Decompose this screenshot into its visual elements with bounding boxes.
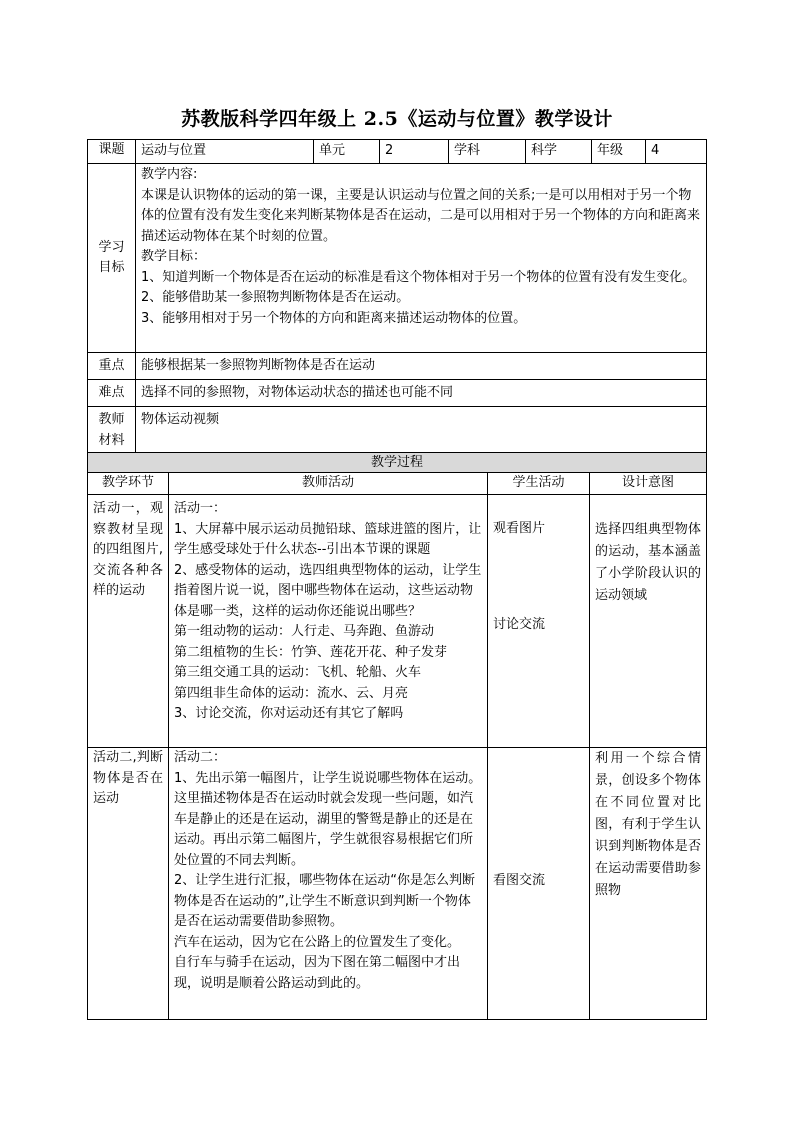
process-header: 教学过程 xyxy=(88,453,707,473)
difficulty-text: 选择不同的参照物，对物体运动状态的描述也可能不同 xyxy=(136,380,707,407)
activity1-stage: 活动一，观察教材呈现的四组图片,交流各种各样的运动 xyxy=(88,495,169,748)
col-teacher: 教师活动 xyxy=(169,473,488,495)
objectives-line: 教学内容: xyxy=(141,167,198,182)
activity2-teacher-line: 自行车与骑手在运动，因为下图在第二幅图中才出现，说明是顺着公路运动到此的。 xyxy=(174,955,461,991)
activity2-teacher-line: 2、让学生进行汇报，哪些物体在运动“你是怎么判断物体是否在运动的”,让学生不断意识到判断一个物体是否在运动需要借助参照物。 xyxy=(174,873,476,929)
activity1-student xyxy=(488,495,590,748)
activity2-intent: 利用一个综合情景，创设多个物体在不同位置对比图，有利于学生认识到判断物体是否在运动需要借助参照物 xyxy=(590,748,707,1020)
activity2-row xyxy=(88,748,707,1020)
key-point-text: 能够根据某一参照物判断物体是否在运动 xyxy=(136,353,707,380)
activity1-teacher-line: 第三组交通工具的运动：飞机、轮船、火车 xyxy=(174,665,422,680)
grade-label: 年级 xyxy=(592,140,646,164)
materials-text: 物体运动视频 xyxy=(136,407,707,453)
key-point-row xyxy=(88,353,707,380)
page-title: 苏教版科学四年级上 2.5《运动与位置》教学设计 xyxy=(181,108,613,130)
objectives-line: 本课是认识物体的运动的第一课，主要是认识运动与位置之间的关系;一是可以用相对于另一个物体的位置有没有发生变化来判断某物体是否在运动，二是可以用相对于另一个物体的方向和距离来描述运动物体在某个时刻的位置。 xyxy=(141,187,701,244)
subject-label: 学科 xyxy=(449,140,526,164)
teaching-process-table xyxy=(87,452,707,1020)
activity1-teacher-line: 第一组动物的运动：人行走、马奔跑、鱼游动 xyxy=(174,624,435,639)
difficulty-label: 难点 xyxy=(88,380,136,407)
activity1-student-1: 观看图片 xyxy=(493,521,546,536)
activity2-stage: 活动二,判断物体是否在运动 xyxy=(88,748,169,1020)
col-stage: 教学环节 xyxy=(88,473,169,495)
objectives-line: 教学目标： xyxy=(141,249,207,264)
activity2-teacher xyxy=(169,748,488,1020)
activity1-teacher-line: 第二组植物的生长：竹笋、莲花开花、种子发芽 xyxy=(174,644,448,660)
objectives-line: 1、知道判断一个物体是否在运动的标准是看这个物体相对于另一个物体的位置有没有发生变化。 xyxy=(141,269,696,285)
activity1-teacher xyxy=(169,495,488,748)
subject-value: 科学 xyxy=(526,140,592,164)
objectives-label-line2: 目标 xyxy=(98,260,125,275)
objectives-line: 3、能够用相对于另一个物体的方向和距离来描述运动物体的位置。 xyxy=(141,310,527,326)
objectives-content xyxy=(136,164,707,353)
activity2-teacher-line: 活动二： xyxy=(174,750,227,765)
activity1-teacher-line: 活动一： xyxy=(174,501,227,516)
activity1-teacher-line: 3、讨论交流，你对运动还有其它了解吗 xyxy=(174,706,404,721)
activity1-teacher-line: 2、感受物体的运动，选四组典型物体的运动，让学生指着图片说一说，图中哪些物体在运动，这些运动物体是哪一类，这样的运动你还能说出哪些？ xyxy=(174,562,482,619)
objectives-label xyxy=(88,164,136,353)
col-student: 学生活动 xyxy=(488,473,590,495)
activity1-row xyxy=(88,495,707,748)
grade-value: 4 xyxy=(646,140,707,164)
activity2-teacher-line: 汽车在运动，因为它在公路上的位置发生了变化。 xyxy=(174,934,461,950)
activity1-teacher-line: 第四组非生命体的运动：流水、云、月亮 xyxy=(174,685,409,701)
activity1-student-2: 讨论交流 xyxy=(493,616,546,632)
lesson-label: 课题 xyxy=(88,140,136,164)
process-header-row xyxy=(88,453,707,473)
key-point-label: 重点 xyxy=(88,353,136,380)
materials-label xyxy=(88,407,136,453)
materials-row xyxy=(88,407,707,453)
objectives-label-line1: 学习 xyxy=(98,239,125,255)
objectives-line: 2、能够借助某一参照物判断物体是否在运动。 xyxy=(141,290,410,305)
activity1-teacher-line: 1、大屏幕中展示运动员抛铅球、篮球进篮的图片，让学生感受球处于什么状态--引出本节课的课题 xyxy=(174,521,482,557)
unit-value: 2 xyxy=(380,140,449,164)
info-row xyxy=(88,140,707,164)
unit-label: 单元 xyxy=(314,140,380,164)
difficulty-row xyxy=(88,380,707,407)
col-intent: 设计意图 xyxy=(590,473,707,495)
lesson-info-table xyxy=(87,139,707,453)
activity2-student: 看图交流 xyxy=(488,748,590,1020)
activity1-intent: 选择四组典型物体的运动，基本涵盖了小学阶段认识的运动领域 xyxy=(590,495,707,748)
process-columns-row xyxy=(88,473,707,495)
lesson-value: 运动与位置 xyxy=(136,140,314,164)
materials-label-line1: 教师 xyxy=(98,412,125,427)
activity2-teacher-line: 1、先出示第一幅图片，让学生说说哪些物体在运动。这里描述物体是否在运动时就会发现一些问题，如汽车是静止的还是在运动，湖里的警鸳是静止的还是在运动。再出示第二幅图片，学生就很容易根据它们所处位置的不同去判断。 xyxy=(174,770,482,868)
objectives-row xyxy=(88,164,707,353)
materials-label-line2: 材料 xyxy=(98,432,125,448)
